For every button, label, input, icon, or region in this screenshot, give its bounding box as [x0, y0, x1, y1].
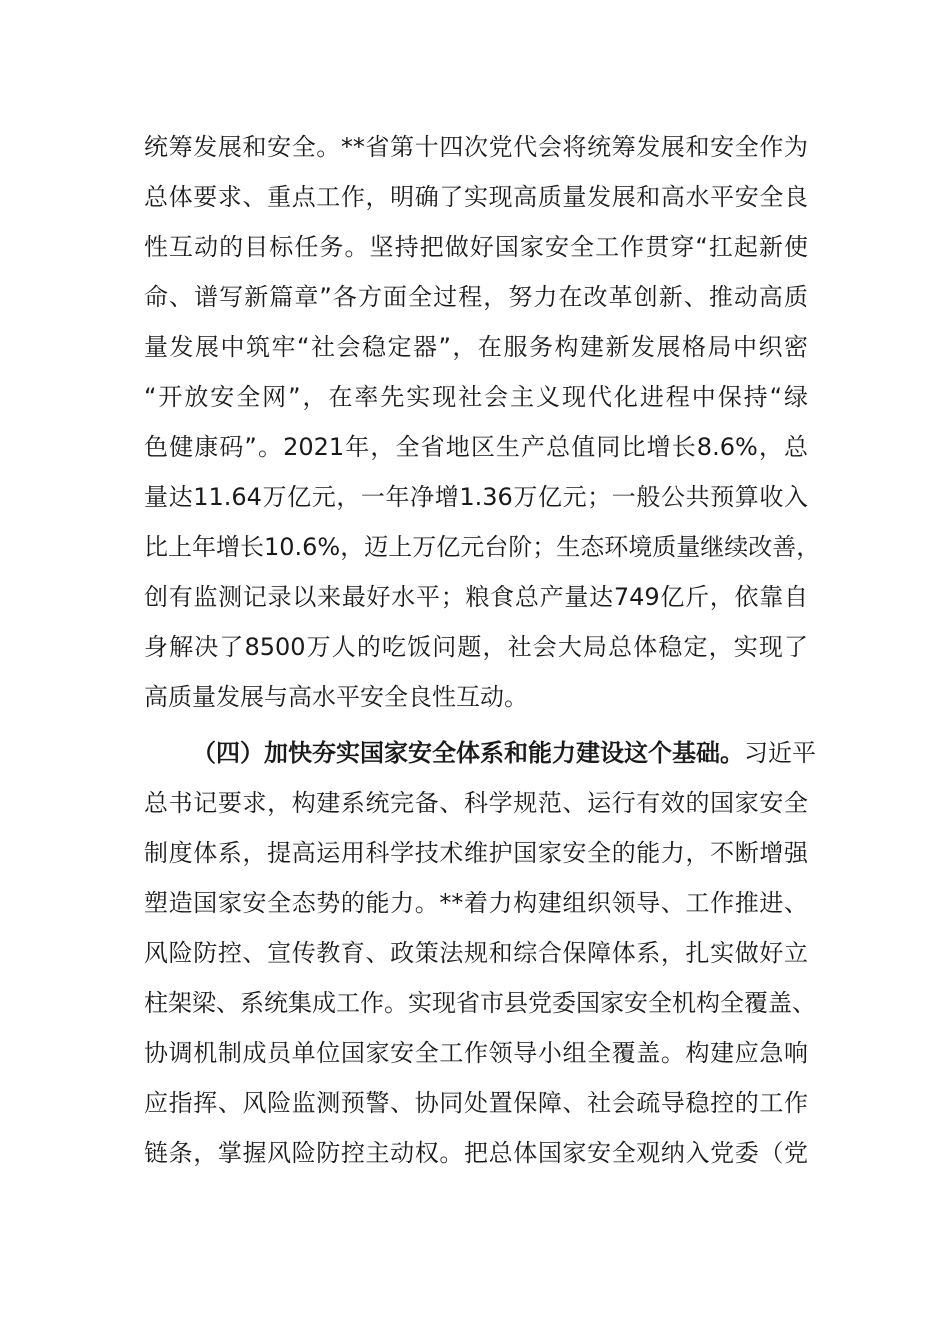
- paragraph-2-line-3: 制度体系，提高运用科学技术维护国家安全的能力，不断增强: [144, 839, 808, 867]
- paragraph-1-line-11: 身解决了8500万人的吃饭问题，社会大局总体稳定，实现了: [144, 633, 808, 661]
- paragraph-2-line-9: 链条，掌握风险防控主动权。把总体国家安全观纳入党委（党: [144, 1139, 808, 1167]
- paragraph-1-line-3: 性互动的目标任务。坚持把做好国家安全工作贯穿“扛起新使: [144, 233, 808, 261]
- paragraph-1-line-2: 总体要求、重点工作，明确了实现高质量发展和高水平安全良: [144, 183, 808, 211]
- paragraph-2-line-2: 总书记要求，构建系统完备、科学规范、运行有效的国家安全: [144, 789, 808, 817]
- paragraph-1-line-6: “开放安全网”，在率先实现社会主义现代化进程中保持“绿: [144, 383, 808, 411]
- paragraph-2-line-5: 风险防控、宣传教育、政策法规和综合保障体系，扎实做好立: [144, 939, 808, 967]
- paragraph-2-line-1-rest: 习近平: [744, 739, 816, 767]
- paragraph-2-line-1: [144, 728, 816, 778]
- paragraph-1-line-1: 统筹发展和安全。**省第十四次党代会将统筹发展和安全作为: [144, 133, 808, 161]
- paragraph-1-line-8: 量达11.64万亿元，一年净增1.36万亿元；一般公共预算收入: [144, 483, 808, 511]
- paragraph-1-line-7: 色健康码”。2021年，全省地区生产总值同比增长8.6%，总: [144, 433, 808, 461]
- paragraph-2: [144, 728, 816, 1178]
- paragraph-1-line-12: 高质量发展与高水平安全良性互动。: [144, 683, 528, 711]
- paragraph-1-line-10: 创有监测记录以来最好水平；粮食总产量达749亿斤，依靠自: [144, 583, 808, 611]
- paragraph-2-line-4: 塑造国家安全态势的能力。**着力构建组织领导、工作推进、: [144, 889, 808, 917]
- paragraph-1-line-9: 比上年增长10.6%，迈上万亿元台阶；生态环境质量继续改善，: [144, 533, 821, 561]
- paragraph-2-line-8: 应指挥、风险监测预警、协同处置保障、社会疏导稳控的工作: [144, 1089, 808, 1117]
- paragraph-1: [144, 122, 821, 722]
- paragraph-2-line-6: 柱架梁、系统集成工作。实现省市县党委国家安全机构全覆盖、: [144, 989, 816, 1017]
- paragraph-2-line-7: 协调机制成员单位国家安全工作领导小组全覆盖。构建应急响: [144, 1039, 808, 1067]
- paragraph-1-line-4: 命、谱写新篇章”各方面全过程，努力在改革创新、推动高质: [144, 283, 808, 311]
- section-heading: （四）加快夯实国家安全体系和能力建设这个基础。: [192, 739, 744, 767]
- paragraph-1-line-5: 量发展中筑牢“社会稳定器”，在服务构建新发展格局中织密: [144, 333, 808, 361]
